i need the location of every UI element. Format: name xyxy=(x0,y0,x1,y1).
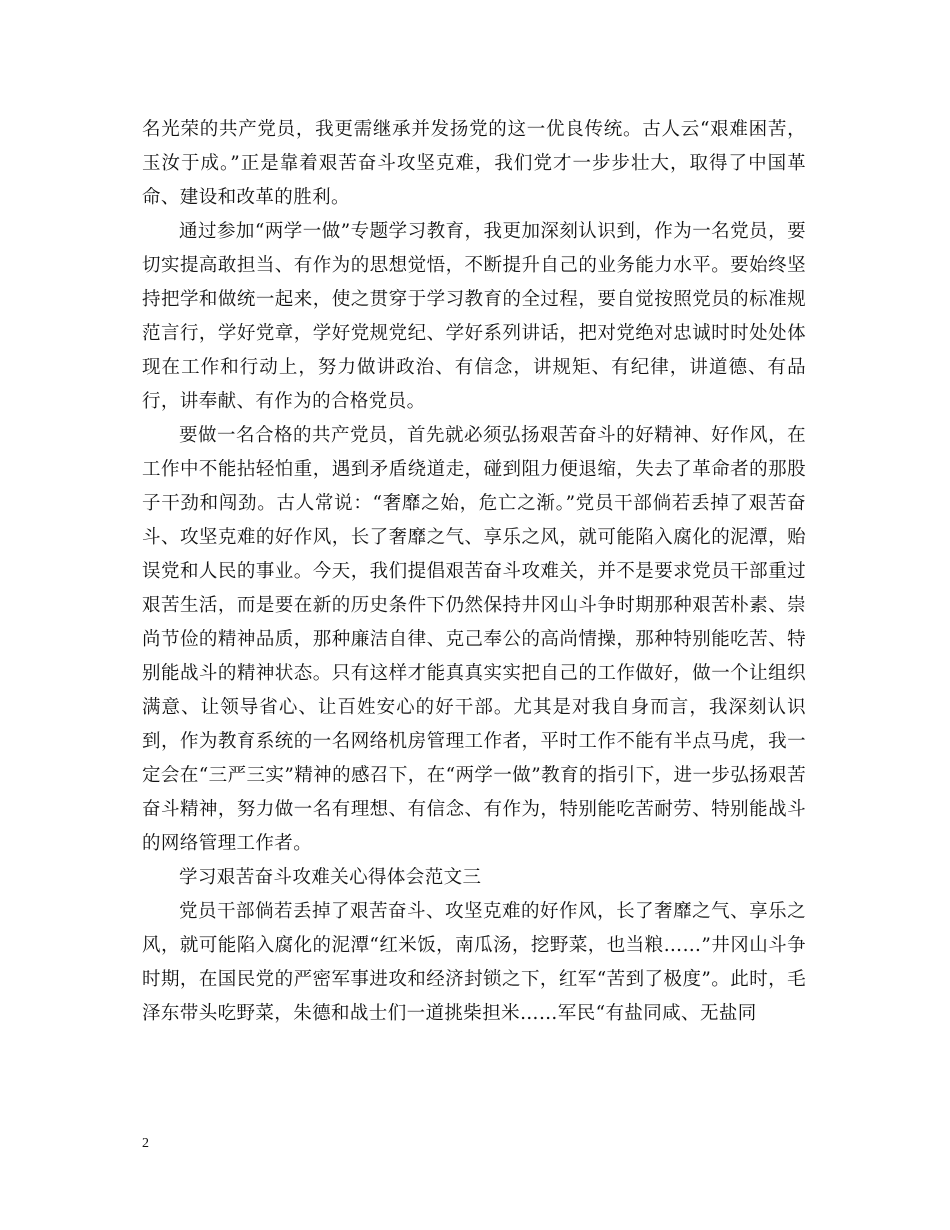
paragraph-continued: 名光荣的共产党员，我更需继承并发扬党的这一优良传统。古人云“艰难困苦，玉汝于成。”正是靠着艰苦奋斗攻坚克难，我们党才一步步壮大，取得了中国革命、建设和改革的胜利。 xyxy=(142,119,806,208)
paragraph-two-studies: 通过参加“两学一做”专题学习教育，我更加深刻认识到，作为一名党员，要切实提高敢担当、有作为的思想觉悟，不断提升自己的业务能力水平。要始终坚持把学和做统一起来，使之贯穿于学习教育的全过程，要自觉按照党员的标准规范言行，学好党章，学好党规党纪、学好系列讲话，把对党绝对忠诚时时处处体现在工作和行动上，努力做讲政治、有信念，讲规矩、有纪律，讲道德、有品行，讲奉献、有作为的合格党员。 xyxy=(142,221,806,412)
document-body xyxy=(142,113,806,1031)
paragraph-qualified-member: 要做一名合格的共产党员，首先就必须弘扬艰苦奋斗的好精神、好作风，在工作中不能拈轻怕重，遇到矛盾绕道走，碰到阻力便退缩，失去了革命者的那股子干劲和闯劲。古人常说：“奢靡之始，危亡之渐。”党员干部倘若丢掉了艰苦奋斗、攻坚克难的好作风，长了奢靡之气、享乐之风，就可能陷入腐化的泥潭，贻误党和人民的事业。今天，我们提倡艰苦奋斗攻难关，并不是要求党员干部重过艰苦生活，而是要在新的历史条件下仍然保持井冈山斗争时期那种艰苦朴素、崇尚节俭的精神品质，那种廉洁自律、克己奉公的高尚情操，那种特别能吃苦、特别能战斗的精神状态。只有这样才能真真实实把自己的工作做好，做一个让组织满意、让领导省心、让百姓安心的好干部。尤其是对我自身而言，我深刻认识到，作为教育系统的一名网络机房管理工作者，平时工作不能有半点马虎，我一定会在“三严三实”精神的感召下，在“两学一做”教育的指引下，进一步弘扬艰苦奋斗精神，努力做一名有理想、有信念、有作为，特别能吃苦耐劳、特别能战斗的网络管理工作者。 xyxy=(142,425,806,854)
paragraph-section-three: 党员干部倘若丢掉了艰苦奋斗、攻坚克难的好作风，长了奢靡之气、享乐之风，就可能陷入腐化的泥潭“红米饭，南瓜汤，挖野菜，也当粮……”井冈山斗争时期，在国民党的严密军事进攻和经济封锁之下，红军“苦到了极度”。此时，毛泽东带头吃野菜，朱德和战士们一道挑柴担米……军民“有盐同咸、无盐同 xyxy=(142,901,806,1024)
section-heading: 学习艰苦奋斗攻难关心得体会范文三 xyxy=(179,867,482,888)
page-number: 2 xyxy=(142,1136,149,1151)
